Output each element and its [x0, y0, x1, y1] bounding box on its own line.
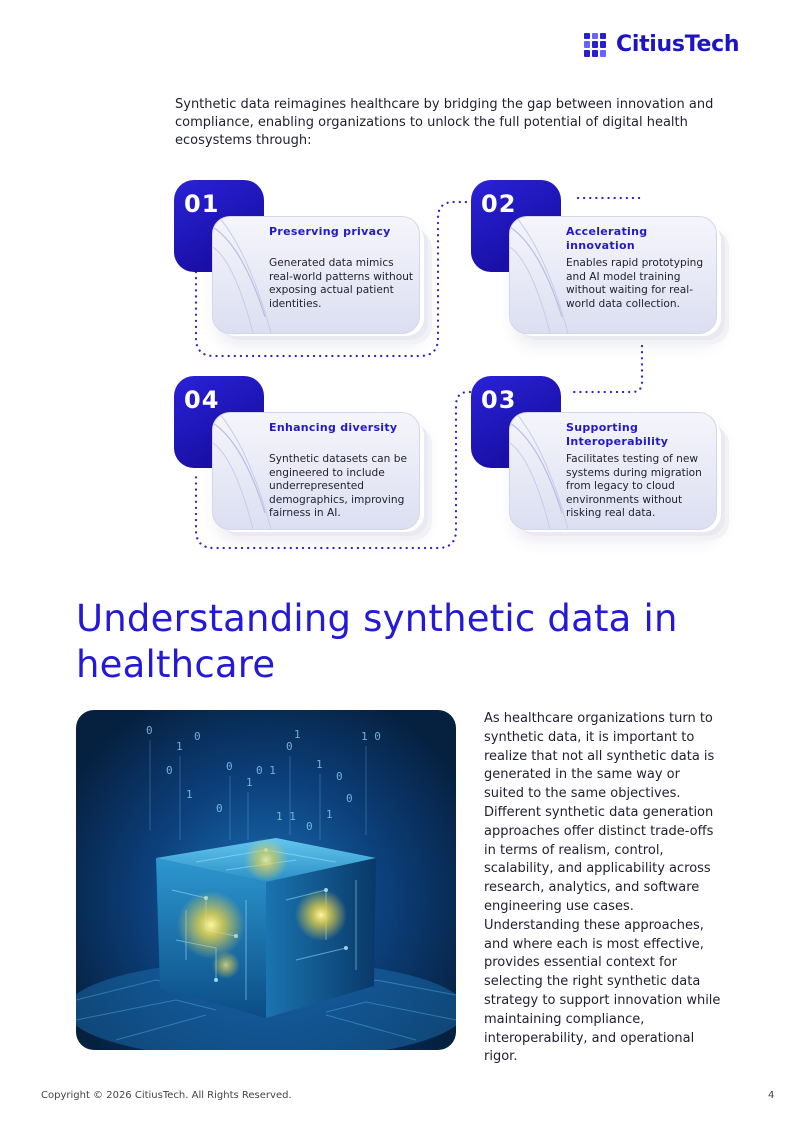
svg-text:0: 0	[346, 792, 353, 805]
card-description: Synthetic datasets can be engineered to include underrepresented demographics, improving fairness in AI.	[269, 453, 407, 519]
section-heading: Understanding synthetic data in healthcare	[76, 597, 678, 686]
svg-text:1 0: 1 0	[361, 730, 381, 743]
benefit-card-02	[471, 180, 731, 350]
intro-paragraph: Synthetic data reimagines healthcare by bridging the gap between innovation and compliance, enabling organizations to unlock the full potential of digital health ecosystems through:	[175, 97, 714, 148]
svg-text:1: 1	[294, 728, 301, 741]
card-description: Facilitates testing of new systems during migration from legacy to cloud environments without risking real data.	[566, 453, 702, 519]
svg-text:1 1: 1 1	[276, 810, 296, 823]
card-body	[509, 412, 717, 530]
svg-text:0: 0	[306, 820, 313, 833]
svg-text:1: 1	[316, 758, 323, 771]
benefit-card-03	[471, 376, 731, 546]
svg-text:0: 0	[286, 740, 293, 753]
svg-text:0: 0	[216, 802, 223, 815]
svg-text:0: 0	[194, 730, 201, 743]
page-number: 4	[768, 1090, 775, 1101]
card-title: Supporting Interoperability	[566, 421, 669, 448]
svg-text:1: 1	[186, 788, 193, 801]
svg-text:0: 0	[166, 764, 173, 777]
svg-text:1: 1	[246, 776, 253, 789]
card-body	[212, 412, 420, 530]
card-body	[509, 216, 717, 334]
card-title: Preserving privacy	[269, 225, 391, 238]
circuit-cube-icon	[76, 710, 456, 1050]
card-description: Enables rapid prototyping and AI model training without waiting for real-world data collection.	[566, 257, 704, 310]
card-description: Generated data mimics real-world patterns without exposing actual patient identities.	[269, 257, 414, 310]
card-number: 01	[184, 190, 220, 218]
svg-text:0: 0	[146, 724, 153, 737]
card-number: 03	[481, 386, 517, 414]
card-number: 02	[481, 190, 517, 218]
svg-text:1: 1	[176, 740, 183, 753]
card-body	[212, 216, 420, 334]
copyright: Copyright © 2026 CitiusTech. All Rights Reserved.	[41, 1090, 292, 1101]
brand-name: CitiusTech	[616, 32, 740, 57]
swoosh-decoration-icon	[213, 217, 273, 333]
benefit-card-01	[174, 180, 434, 350]
swoosh-decoration-icon	[213, 413, 273, 529]
swoosh-decoration-icon	[510, 217, 570, 333]
benefit-card-04	[174, 376, 434, 546]
svg-text:0 1: 0 1	[256, 764, 276, 777]
card-number: 04	[184, 386, 220, 414]
card-title: Enhancing diversity	[269, 421, 398, 434]
circuit-cube-image	[76, 710, 456, 1050]
card-title: Accelerating innovation	[566, 225, 648, 252]
swoosh-decoration-icon	[510, 413, 570, 529]
svg-text:0: 0	[226, 760, 233, 773]
svg-text:0: 0	[336, 770, 343, 783]
section-body: As healthcare organizations turn to synthetic data, it is important to realize that not all synthetic data is generated in the same way or suited to the same objectives. Different synthetic data generation approaches offer distinct trade-offs in terms of realism, control, scalability, and applicability across research, analytics, and software engineering use cases. Understanding these approaches, and where each is most effective, provides essential context for selecting the right synthetic data strategy to support innovation while maintaining compliance, interoperability, and operational rigor.	[484, 711, 721, 1065]
svg-text:1: 1	[326, 808, 333, 821]
